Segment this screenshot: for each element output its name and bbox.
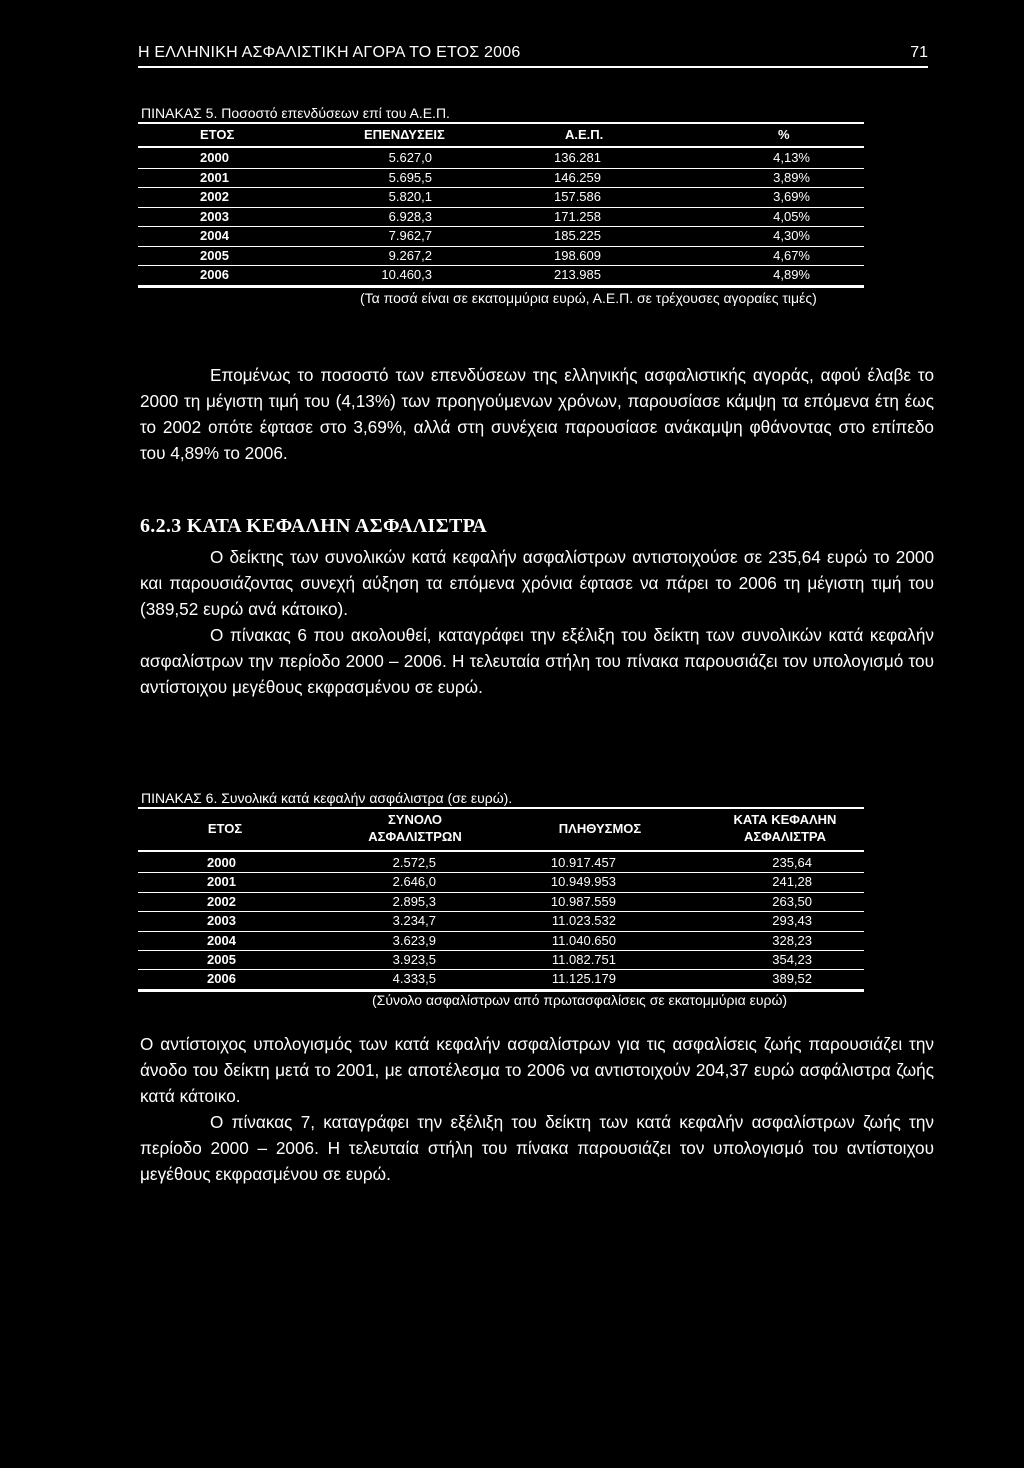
table6-row-cell-per-capita: 328,23 [772,932,812,948]
table5-row-cell-investments: 6.928,3 [388,208,432,224]
table6-row-cell-total-premiums: 2.895,3 [392,893,436,909]
paragraph-life-premiums: Ο αντίστοιχος υπολογισμός των κατά κεφαλήν ασφαλίστρων για τις ασφαλίσεις ζωής παρουσιάζει την άνοδο του δείκτη μετά το 2001, με αποτέλεσμα το 2006 να αντιστοιχούν 204,37 ευρώ ασφάλιστρα ζωής κατά κάτοικο. [140,1034,934,1106]
table6-row-cell-population: 10.917.457 [550,855,616,870]
table5-row-cell-investments: 5.820,1 [388,189,432,204]
table5-row-cell-year: 2004 [200,228,229,243]
table5-header-rule [138,146,864,148]
table5-row-cell-percent: 4,05% [773,208,810,224]
paragraph-table7-intro: Ο πίνακας 7, καταγράφει την εξέλιξη του δείκτη των κατά κεφαλήν ασφαλίστρων ζωής την περίοδο 2000 – 2006. Η τελευταία στήλη του πίνακα παρουσιάζει τον υπολογισμό του αντίστοιχου μεγέθους εκφρασμένου σε ευρώ. [140,1112,934,1184]
table5-row-cell-year: 2002 [200,189,229,204]
table5-row-cell-percent: 4,89% [773,267,810,282]
table6-row-cell-population: 10.987.559 [550,893,616,909]
table6-row-rule [138,872,864,873]
table6-col-year-label: ΕΤΟΣ [207,821,243,836]
table6-row-cell-population: 11.125.179 [551,971,616,987]
table6-row-cell-per-capita: 389,52 [772,971,812,987]
table6-row-cell-population: 11.040.650 [551,932,616,948]
table6-row-cell-year: 2001 [207,874,236,890]
table5-row-rule [138,265,864,266]
paragraph-investment-trend: Επομένως το ποσοστό των επενδύσεων της ελληνικής ασφαλιστικής αγοράς, αφού έλαβε το 2000 τη μέγιστη τιμή του (4,13%) των προηγούμενων χρόνων, παρουσίασε κάμψη τα επόμενα έτη έως το 2002 οπότε έφτασε στο 3,69%, αλλά στη συνέχεια παρουσίασε ανάκαμψη φθάνοντας στο επίπεδο του 4,89% το 2006. [140,365,934,463]
table6-row-cell-per-capita: 354,23 [772,952,812,967]
table6-col-year [185,820,265,837]
table6-col-total-line2: ΑΣΦΑΛΙΣΤΡΩΝ [368,829,462,844]
table5-row-cell-percent: 3,69% [773,189,810,204]
table6-row-cell-year: 2004 [207,932,236,948]
table6-row-cell-year: 2006 [207,971,236,987]
table5-row-cell-investments: 9.267,2 [388,247,432,263]
table5-col-year: ΕΤΟΣ [200,127,235,142]
table5-row-cell-investments: 5.627,0 [388,150,432,165]
table5-row-cell-gdp: 185.225 [554,228,601,243]
table6-row-rule [138,969,864,970]
table6-row-cell-year: 2002 [207,893,236,909]
table6-row-cell-year: 2003 [207,913,236,929]
table6-row-rule [138,950,864,951]
table6-header-rule [138,850,864,852]
table6-col-population-label: ΠΛΗΘΥΣΜΟΣ [558,821,642,836]
table5-row-cell-percent: 3,89% [773,169,810,185]
table5-row-cell-year: 2006 [200,267,229,282]
table5-row-cell-gdp: 146.259 [554,169,601,185]
table5-row-rule [138,246,864,247]
table6-row-cell-total-premiums: 2.646,0 [392,874,436,890]
table5-row-rule [138,168,864,169]
table5-row-cell-percent: 4,30% [773,228,810,243]
table6-col-total-premiums [345,811,485,845]
table6-row-cell-total-premiums: 3.623,9 [392,932,436,948]
table5-row-cell-gdp: 213.985 [554,267,601,282]
table5-row-cell-investments: 10.460,3 [381,267,432,282]
table6-col-per-capita-line2: ΑΣΦΑΛΙΣΤΡΑ [743,829,827,844]
section-paragraph-1: Ο δείκτης των συνολικών κατά κεφαλήν ασφαλίστρων αντιστοιχούσε σε 235,64 ευρώ το 2000 και παρουσιάζοντας συνεχή αύξηση τα επόμενα χρόνια έφτασε να πάρει το 2006 τη μέγιστη τιμή του (389,52 ευρώ ανά κάτοικο). [140,547,934,619]
table6-row-cell-per-capita: 241,28 [772,874,812,890]
table5-bottom-rule [138,286,864,288]
table6-row-cell-year: 2000 [207,855,236,870]
table6-caption: ΠΙΝΑΚΑΣ 6. Συνολικά κατά κεφαλήν ασφάλιστρα (σε ευρώ). [141,790,513,806]
table6-row-cell-population: 10.949.953 [550,874,616,890]
table5-caption: ΠΙΝΑΚΑΣ 5. Ποσοστό επενδύσεων επί του Α.Ε.Π. [141,105,450,121]
table6-col-per-capita-line1: ΚΑΤΑ ΚΕΦΑΛΗΝ [733,812,837,827]
header-title: Η ΕΛΛΗΝΙΚΗ ΑΣΦΑΛΙΣΤΙΚΗ ΑΓΟΡΑ ΤΟ ΕΤΟΣ 2006 [138,44,521,61]
table5-row-cell-gdp: 171.258 [554,208,601,224]
table5-row-rule [138,207,864,208]
table5-top-rule [138,122,864,124]
table5-row-cell-percent: 4,13% [773,150,810,165]
table5-row-cell-investments: 7.962,7 [388,228,432,243]
table5-col-gdp: Α.Ε.Π. [565,127,604,142]
table6-row-cell-total-premiums: 3.234,7 [392,913,436,929]
table6-row-cell-total-premiums: 3.923,5 [392,952,436,967]
table6-row-rule [138,911,864,912]
table6-note: (Σύνολο ασφαλίστρων από πρωτασφαλίσεις σε εκατομμύρια ευρώ) [372,992,788,1008]
table5-row-cell-percent: 4,67% [773,247,810,263]
table5-row-cell-year: 2000 [200,150,229,165]
table6-row-rule [138,892,864,893]
table5-row-cell-investments: 5.695,5 [388,169,432,185]
table5-row-rule [138,187,864,188]
table5-col-percent: % [778,127,790,142]
table6-row-cell-per-capita: 263,50 [772,893,812,909]
table6-col-per-capita [710,811,860,845]
table6-row-cell-total-premiums: 4.333,5 [392,971,436,987]
table6-row-cell-population: 11.023.532 [551,913,616,929]
table6-row-cell-total-premiums: 2.572,5 [392,855,436,870]
table5-note: (Τα ποσά είναι σε εκατομμύρια ευρώ, Α.Ε.Π. σε τρέχουσες αγοραίες τιμές) [360,290,817,306]
table5-row-cell-gdp: 198.609 [554,247,601,263]
table5-col-investments: ΕΠΕΝΔΥΣΕΙΣ [364,127,445,142]
table6-row-cell-year: 2005 [207,952,236,967]
table5-row-rule [138,226,864,227]
table6-col-total-line1: ΣΥΝΟΛΟ [387,812,443,827]
table6-row-cell-per-capita: 235,64 [772,855,812,870]
table6-row-cell-per-capita: 293,43 [772,913,812,929]
table5-row-cell-year: 2003 [200,208,229,224]
section-paragraph-2: Ο πίνακας 6 που ακολουθεί, καταγράφει την εξέλιξη του δείκτη των συνολικών κατά κεφαλήν ασφαλίστρων την περίοδο 2000 – 2006. Η τελευταία στήλη του πίνακα παρουσιάζει τον υπολογισμό του αντίστοιχου μεγέθους εκφρασμένου σε ευρώ. [140,625,934,697]
section-heading: 6.2.3 ΚΑΤΑ ΚΕΦΑΛΗΝ ΑΣΦΑΛΙΣΤΡΑ [140,515,487,537]
page-number: 71 [910,44,928,61]
running-header [138,40,928,68]
table5-row-cell-year: 2005 [200,247,229,263]
table5-row-cell-gdp: 157.586 [554,189,601,204]
table6-col-population [530,820,670,837]
table5-row-cell-year: 2001 [200,169,229,185]
table6-row-cell-population: 11.082.751 [551,952,616,967]
table6-row-rule [138,931,864,932]
table6-top-rule [138,807,864,809]
table5-row-cell-gdp: 136.281 [554,150,601,165]
